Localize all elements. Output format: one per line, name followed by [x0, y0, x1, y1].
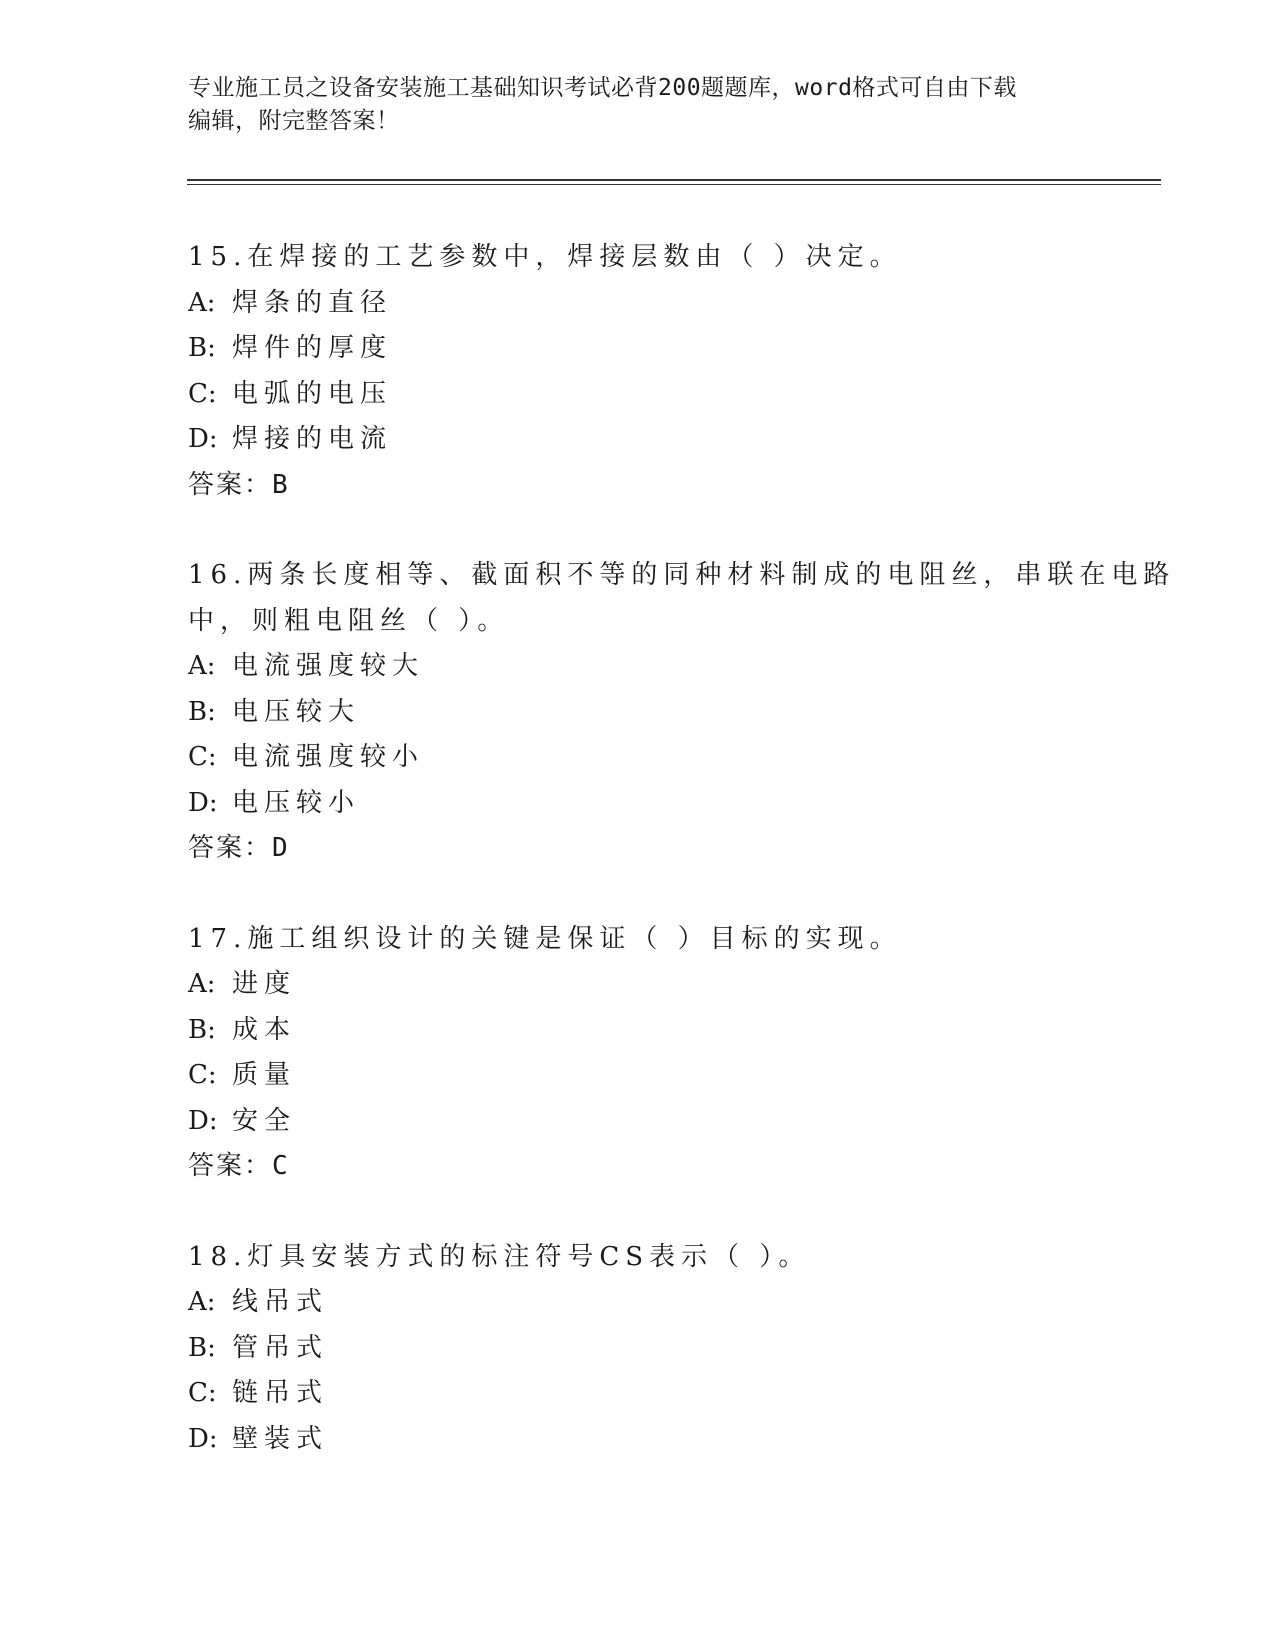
- option-d: [188, 417, 1108, 463]
- option-text: 焊条的直径: [232, 287, 393, 318]
- option-letter: D:: [188, 1423, 218, 1454]
- option-text: 质量: [232, 1060, 297, 1090]
- option-letter: C:: [188, 742, 217, 772]
- option-text: 成本: [232, 1014, 297, 1045]
- answer-value: C: [272, 1151, 290, 1181]
- option-b: [188, 1008, 1108, 1054]
- option-text: 进度: [232, 969, 297, 999]
- question-stem: 15.在焊接的工艺参数中，焊接层数由（ ）决定。: [188, 242, 902, 272]
- option-text: 电流强度较小: [232, 742, 425, 772]
- question-16: [188, 553, 1176, 872]
- question-17: [188, 917, 1108, 1190]
- option-b: [188, 690, 1108, 736]
- question-stem: 18.灯具安装方式的标注符号CS表示（ ）。: [188, 1241, 811, 1272]
- option-text: 安全: [232, 1105, 297, 1136]
- option-c: [188, 735, 1108, 781]
- answer-value: D: [272, 833, 290, 863]
- answer: [188, 826, 1108, 872]
- option-text: 壁装式: [232, 1423, 329, 1454]
- option-text: 电流强度较大: [232, 651, 425, 681]
- option-d: [188, 1099, 1108, 1145]
- answer-label: 答案：: [188, 1151, 273, 1181]
- header-divider: [187, 179, 1161, 185]
- answer-label: 答案：: [188, 469, 273, 500]
- option-text: 焊件的厚度: [232, 333, 393, 363]
- option-letter: A:: [188, 969, 216, 999]
- answer: [188, 463, 1108, 509]
- option-text: 管吊式: [232, 1332, 329, 1363]
- option-text: 电压较大: [232, 696, 361, 727]
- option-a: [188, 962, 1108, 1008]
- option-b: [188, 326, 1108, 372]
- option-letter: C:: [188, 378, 217, 409]
- option-letter: D:: [188, 1105, 218, 1136]
- option-letter: A:: [188, 1287, 216, 1317]
- option-c: [188, 372, 1108, 418]
- option-letter: D:: [188, 424, 218, 454]
- option-text: 电压较小: [232, 787, 361, 818]
- option-text: 链吊式: [232, 1378, 329, 1408]
- header-line-2: 编辑，附完整答案！: [188, 108, 400, 134]
- question-15: [188, 235, 1108, 508]
- option-letter: D:: [188, 787, 218, 818]
- question-18: [188, 1235, 1108, 1463]
- answer-value: B: [272, 469, 290, 500]
- option-a: [188, 644, 1108, 690]
- option-text: 电弧的电压: [232, 378, 393, 409]
- option-letter: C:: [188, 1060, 217, 1090]
- option-letter: B:: [188, 1014, 216, 1045]
- option-a: [188, 281, 1108, 327]
- answer-label: 答案：: [188, 833, 273, 863]
- question-stem-continued: 中，则粗电阻丝（ ）。: [188, 605, 510, 636]
- header-line-1: 专业施工员之设备安装施工基础知识考试必背200题题库，word格式可自由下载: [188, 75, 1017, 101]
- question-stem: 16.两条长度相等、截面积不等的同种材料制成的电阻丝，串联在电路: [188, 560, 1176, 590]
- option-c: [188, 1053, 1108, 1099]
- option-letter: B:: [188, 1332, 216, 1363]
- option-d: [188, 1417, 1108, 1463]
- option-letter: A:: [188, 287, 216, 318]
- option-c: [188, 1371, 1108, 1417]
- question-stem: 17.施工组织设计的关键是保证（ ）目标的实现。: [188, 923, 902, 954]
- option-a: [188, 1280, 1108, 1326]
- answer: [188, 1144, 1108, 1190]
- option-b: [188, 1326, 1108, 1372]
- document-header: [188, 72, 1068, 138]
- option-letter: A:: [188, 651, 216, 681]
- option-letter: B:: [188, 333, 216, 363]
- question-list: [188, 235, 1176, 1462]
- option-text: 焊接的电流: [232, 424, 393, 454]
- option-letter: C:: [188, 1378, 217, 1408]
- option-text: 线吊式: [232, 1287, 329, 1317]
- option-d: [188, 781, 1108, 827]
- option-letter: B:: [188, 696, 216, 727]
